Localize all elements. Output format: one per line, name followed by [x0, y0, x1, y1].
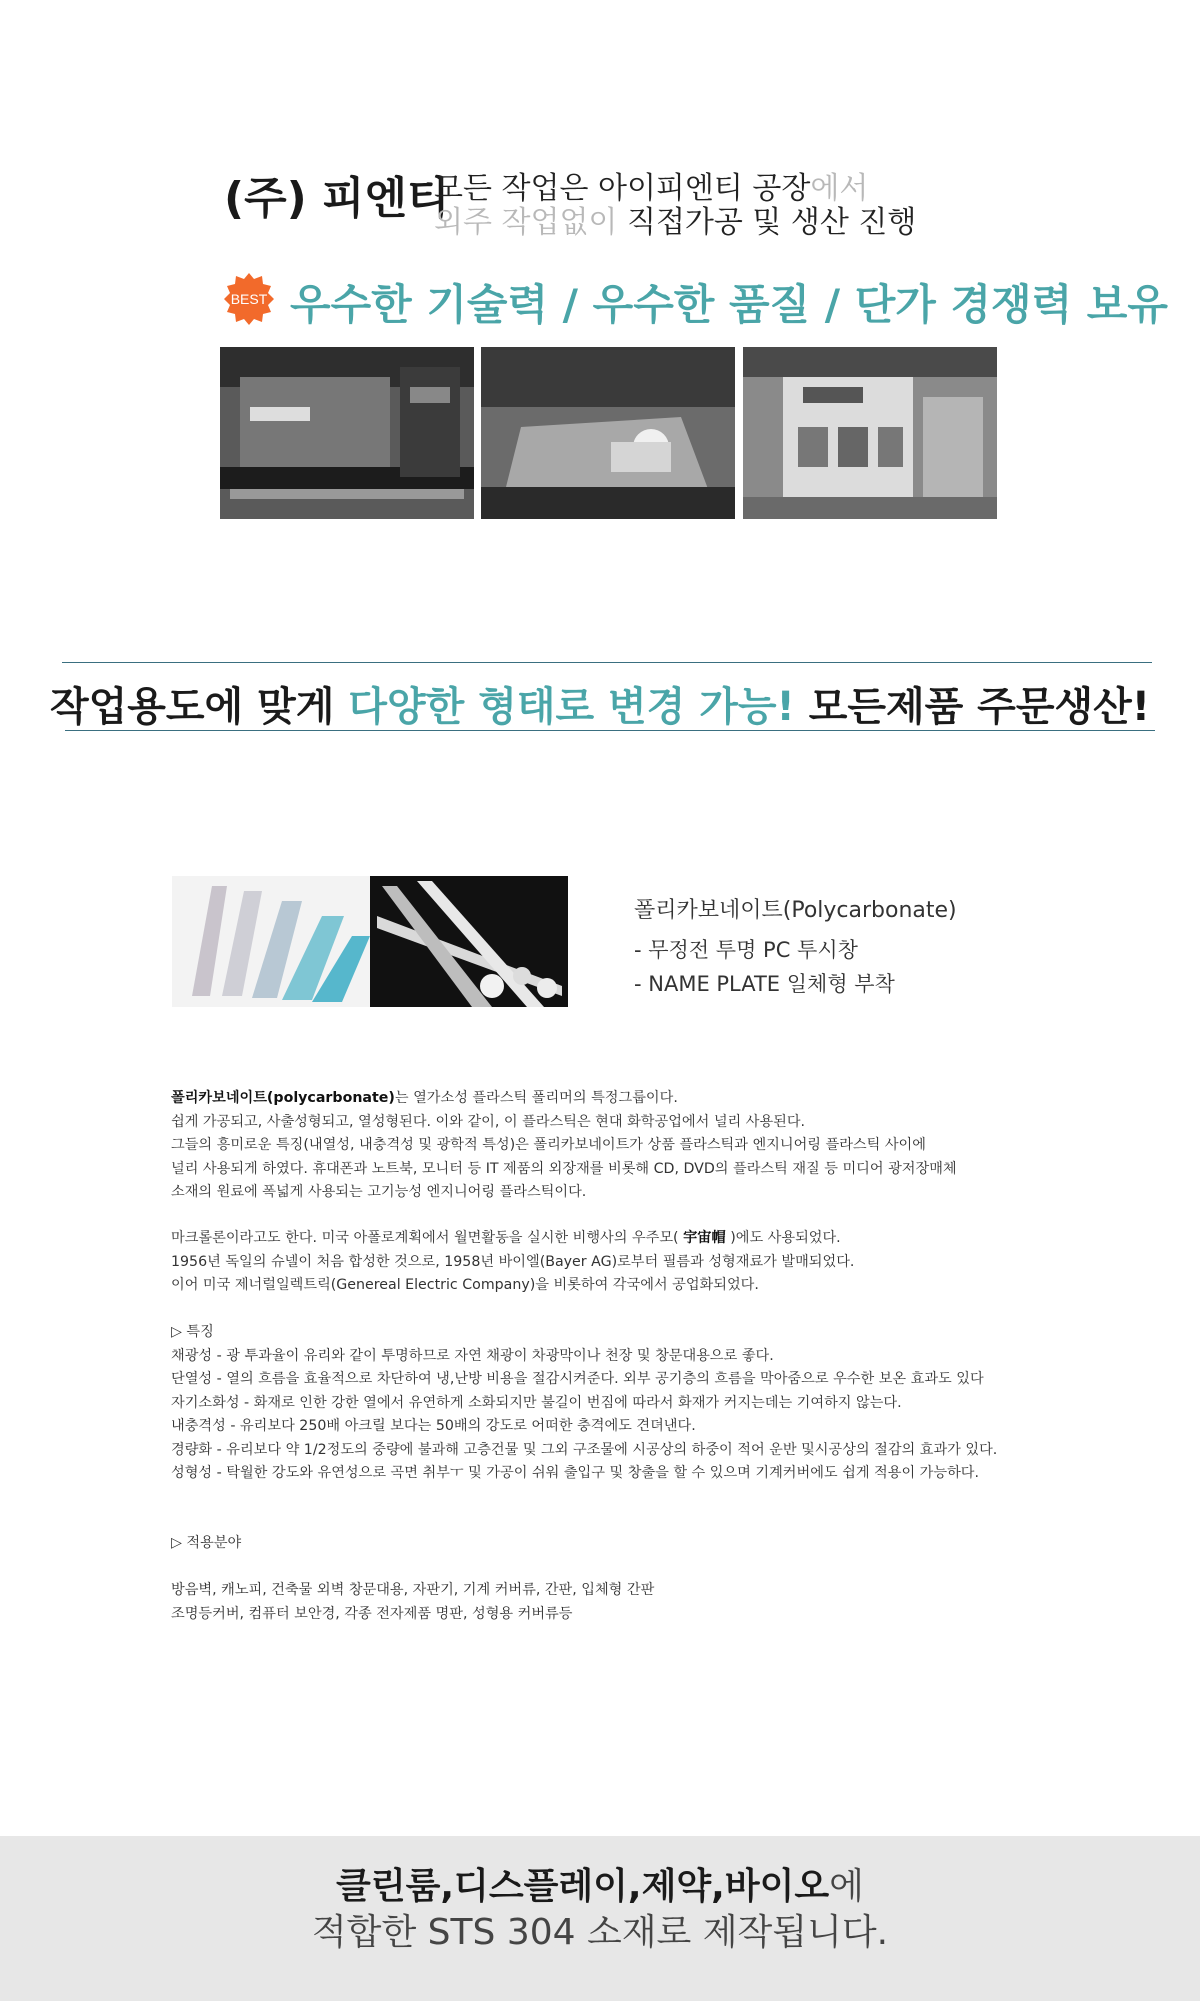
- product-bullet: - NAME PLATE 일체형 부착: [634, 972, 895, 996]
- feature-item: 경량화 - 유리보다 약 1/2정도의 중량에 불과해 고층건물 및 그외 구조물에 시공상의 하중이 적어 운반 및시공상의 절감의 효과가 있다.: [171, 1441, 998, 1458]
- application-item: 조명등커버, 컴퓨터 보안경, 각종 전자제품 명판, 성형용 커버류등: [171, 1605, 573, 1622]
- description-line: 마크롤론이라고도 한다. 미국 아폴로계획에서 월면활동을 실시한 비행사의 우주모( 宇宙帽 )에도 사용되었다.: [171, 1230, 841, 1246]
- exhibition-booth-photo: [743, 347, 997, 519]
- description-paragraph-1: [171, 1087, 1071, 1205]
- banner-part2: 모든제품 주문생산!: [794, 684, 1150, 730]
- tagline-line1-main: 모든 작업은 아이피엔티 공장: [434, 171, 811, 206]
- application-item: 방음벽, 캐노피, 건축물 외벽 창문대용, 자판기, 기계 커버류, 간판, 입체형 간판: [171, 1582, 655, 1598]
- feature-item: 자기소화성 - 화재로 인한 강한 열에서 유연하게 소화되지만 불길이 번짐에 따라서 화재가 커지는데는 기여하지 않는다.: [171, 1394, 902, 1411]
- footer-line1: [0, 1858, 1200, 1909]
- tagline-line2: [434, 197, 916, 241]
- banner-text: [0, 675, 1200, 732]
- tagline-line2-main: 직접가공 및 생산 진행: [617, 205, 917, 240]
- tagline-line1-light: 에서: [810, 171, 869, 206]
- product-bullet: - 무정전 투명 PC 투시창: [634, 938, 858, 962]
- footer-line2: 적합한 STS 304 소재로 제작됩니다.: [311, 1912, 889, 1953]
- description-line: 이어 미국 제너럴일렉트릭(Genereal Electric Company)을 비롯하여 각국에서 공업화되었다.: [171, 1277, 759, 1293]
- features-title: ▷ 특징: [171, 1324, 214, 1340]
- banner-top-rule: [62, 662, 1152, 663]
- applications-title: ▷ 적용분야: [171, 1535, 242, 1551]
- description-line: 소재의 원료에 폭넓게 사용되는 고기능성 엔지니어링 플라스틱이다.: [171, 1184, 587, 1200]
- banner-bottom-rule: [65, 730, 1155, 731]
- description-line: 그들의 흥미로운 특징(내열성, 내충격성 및 광학적 특성)은 폴리카보네이트가 상품 플라스틱과 엔지니어링 플라스틱 사이에: [171, 1137, 926, 1153]
- features-section: [171, 1321, 1071, 1486]
- banner-part1: 작업용도에 맞게: [50, 684, 349, 730]
- best-badge-icon: [222, 272, 276, 326]
- footer-line1-bold: 클린룸,디스플레이,제약,바이오: [336, 1866, 830, 1907]
- description-paragraph-2: [171, 1227, 1071, 1298]
- description-bold-term: 폴리카보네이트(polycarbonate): [171, 1090, 395, 1106]
- banner-accent: 다양한 형태로 변경 가능!: [348, 684, 795, 730]
- description-line: 널리 사용되게 하였다. 휴대폰과 노트북, 모니터 등 IT 제품의 외장재를 비롯해 CD, DVD의 플라스틱 재질 등 미디어 광저장매체: [171, 1160, 957, 1177]
- tagline-line2-light: 외주 작업없이: [434, 205, 618, 240]
- feature-item: 성형성 - 탁월한 강도와 유연성으로 곡면 취부ㅜ 및 가공이 쉬워 출입구 및 창출을 할 수 있으며 기계커버에도 쉽게 적용이 가능하다.: [171, 1465, 979, 1481]
- feature-item: 내충격성 - 유리보다 250배 아크릴 보다는 50배의 강도로 어떠한 충격에도 견뎌낸다.: [171, 1418, 696, 1434]
- feature-item: 채광성 - 광 투과율이 유리와 같이 투명하므로 자연 채광이 차광막이나 천장 및 창문대용으로 좋다.: [171, 1347, 774, 1364]
- description-line: 1956년 독일의 슈넬이 처음 합성한 것으로, 1958년 바이엘(Bayer AG)로부터 필름과 성형재료가 발매되었다.: [171, 1253, 855, 1270]
- best-badge-label: BEST: [230, 291, 268, 307]
- factory-photo-welding: [481, 347, 735, 519]
- feature-item: 단열성 - 열의 흐름을 효율적으로 차단하여 냉,난방 비용을 절감시켜준다. 외부 공기층의 흐름을 막아줌으로 우수한 보온 효과도 있다: [171, 1371, 984, 1387]
- description-line: 쉽게 가공되고, 사출성형되고, 열성형된다. 이와 같이, 이 플라스틱은 현대 화학공업에서 널리 사용된다.: [171, 1113, 806, 1130]
- footer-line1-thin: 에: [829, 1866, 864, 1907]
- product-title: 폴리카보네이트(Polycarbonate): [634, 898, 957, 923]
- best-heading: 우수한 기술력 / 우수한 품질 / 단가 경쟁력 보유: [290, 280, 1168, 329]
- description-line: 폴리카보네이트(polycarbonate)는 열가소성 플라스틱 폴리머의 특정그룹이다.: [171, 1090, 678, 1106]
- best-badge: [222, 272, 276, 326]
- polycarbonate-product-image: [172, 876, 568, 1007]
- applications-section: [171, 1579, 1071, 1626]
- company-name: (주) 피엔티: [224, 173, 450, 224]
- factory-photo-machine: [220, 347, 474, 519]
